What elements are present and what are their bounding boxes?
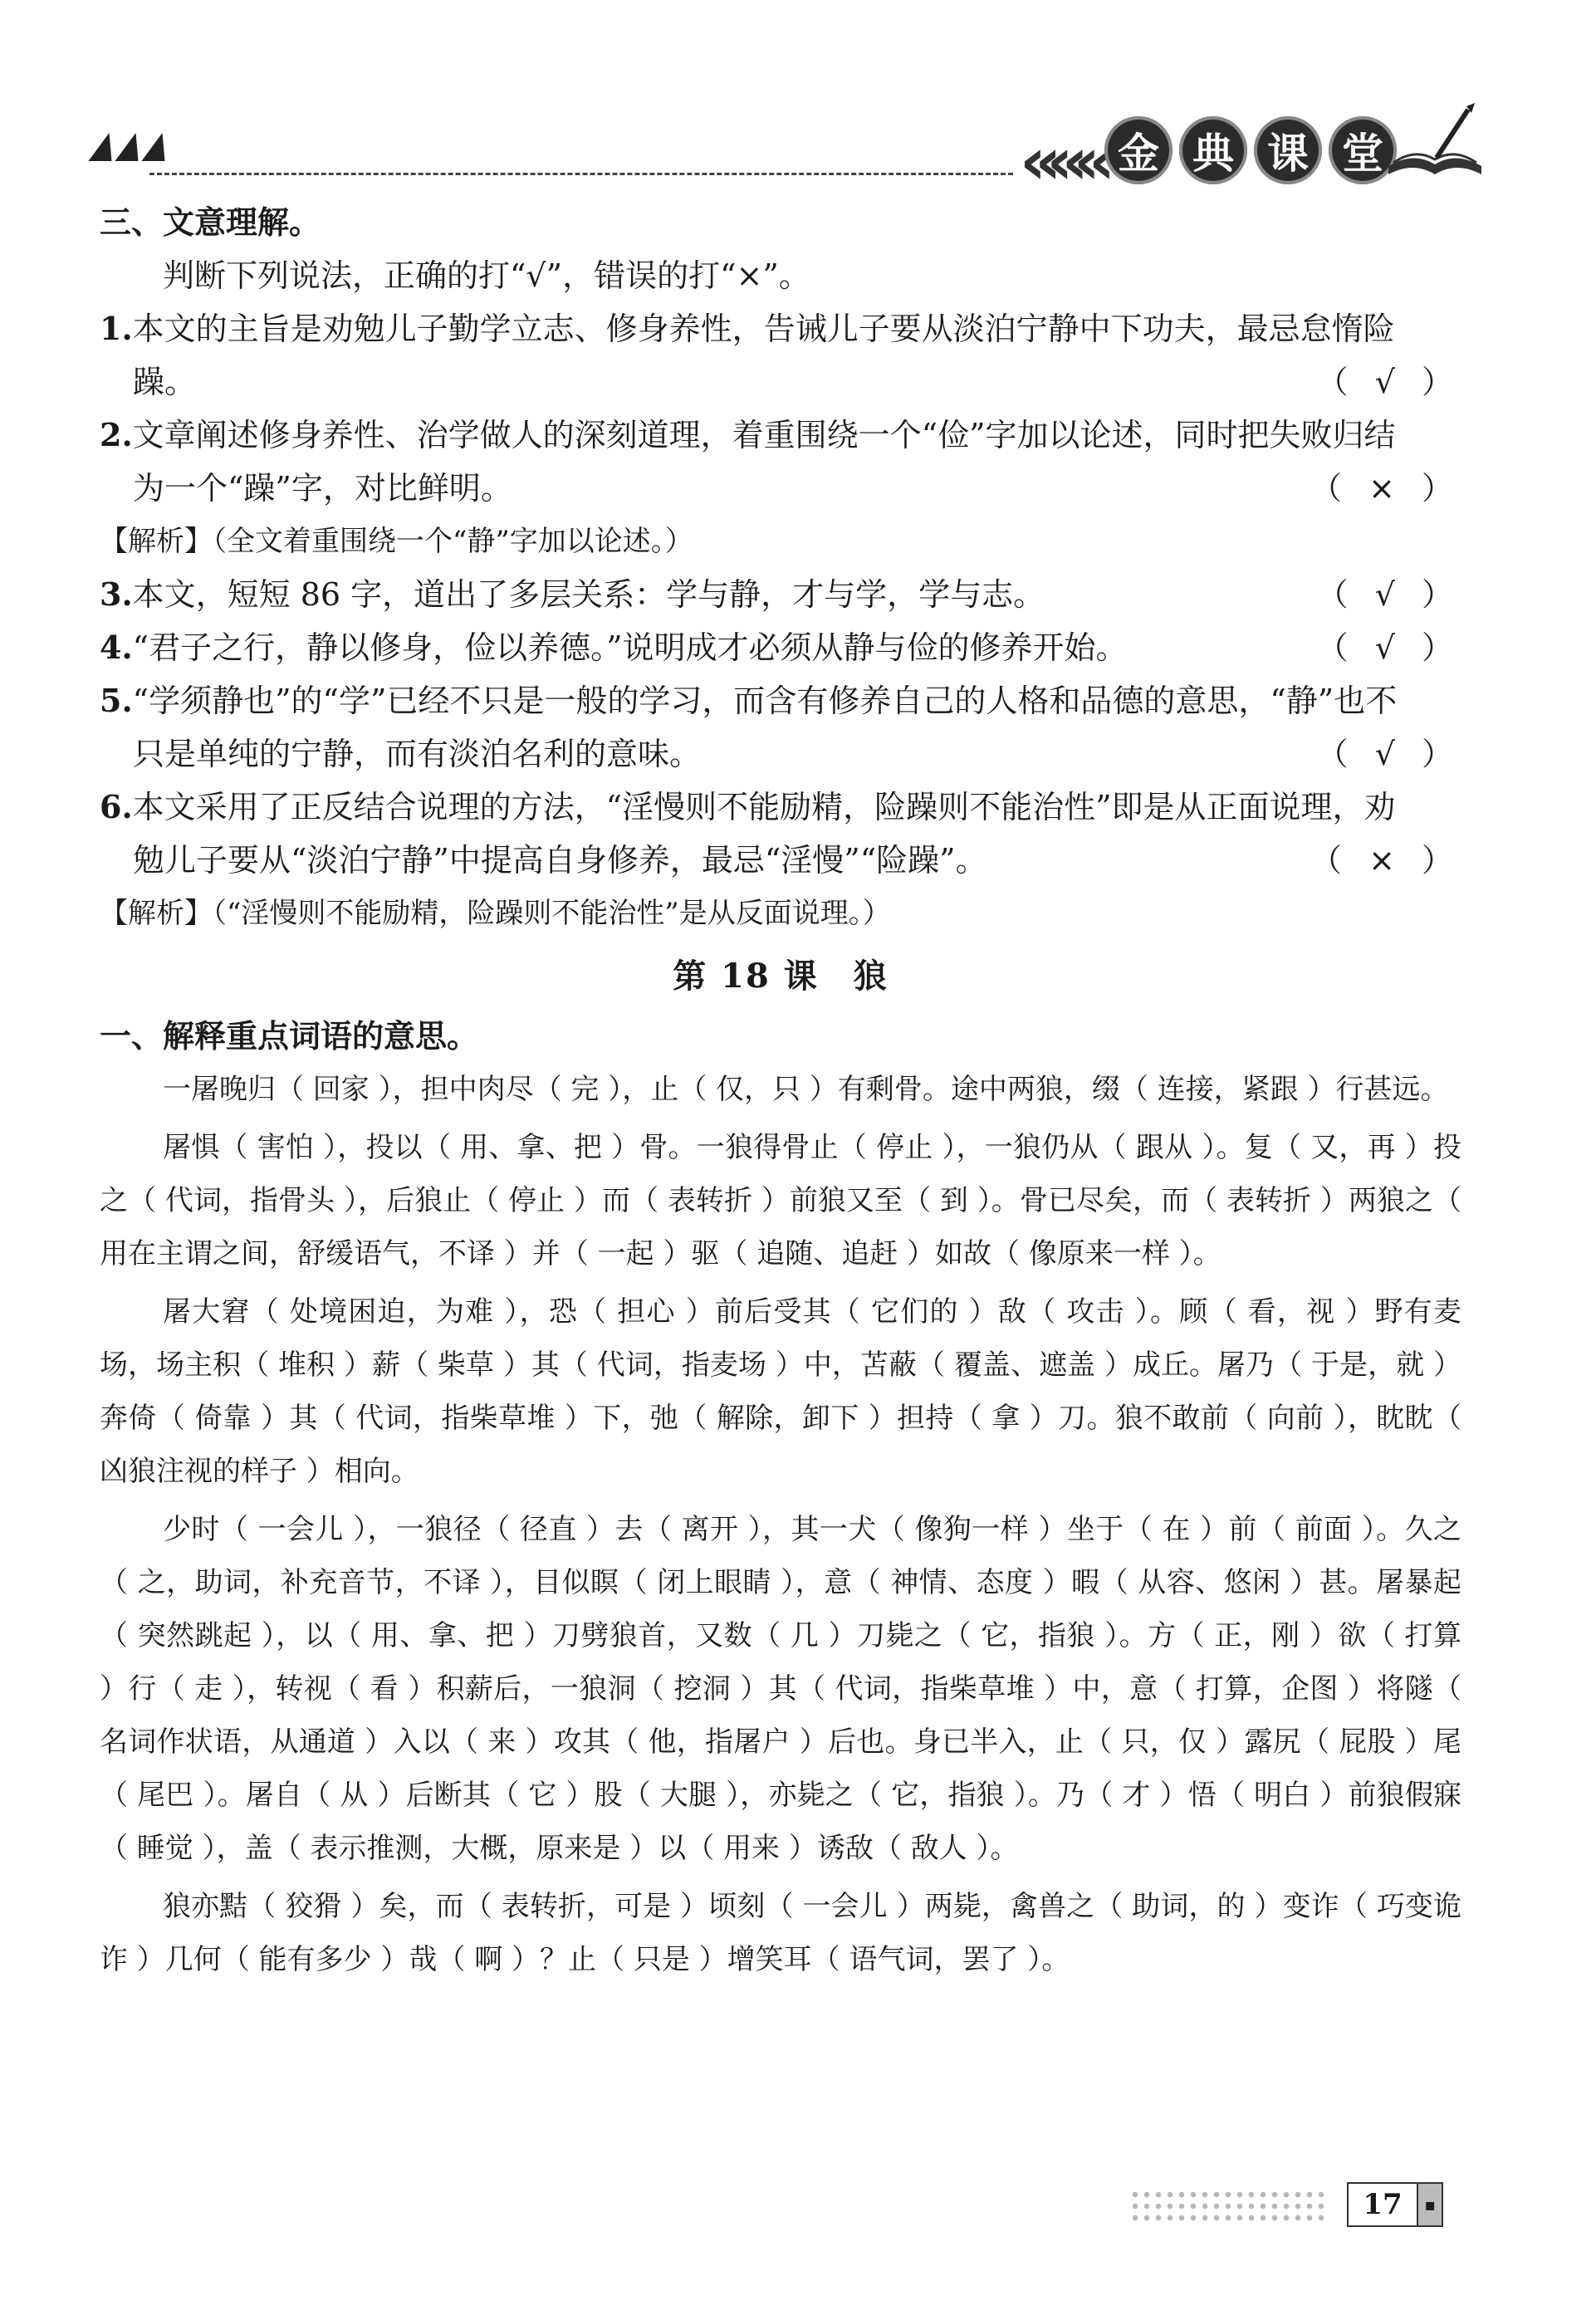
question-item-continued (100, 727, 1461, 781)
answer-mark: （ √ ） (1316, 576, 1461, 613)
answer-mark: （ √ ） (1316, 364, 1461, 400)
question-number: 6. (100, 788, 133, 825)
gloss-paragraph: 屠大窘（ 处境困迫，为难 ），恐（ 担心 ）前后受其（ 它们的 ）敌（ 攻击 ）。顾（ 看，视 ）野有麦场，场主积（ 堆积 ）薪（ 柴草 ）其（ 代词，指麦场 ）中，苫蔽（ 覆盖、遮盖 ）成丘。屠乃（ 于是，就 ）奔倚（ 倚靠 ）其（ 代词，指柴草堆 ）下，弛（ 解除，卸下 ）担持（ 拿 ）刀。狼不敢前（ 向前 ），眈眈（ 凶狼注视的样子 ）相向。 (100, 1295, 1461, 1488)
question-text: 本文的主旨是劝勉儿子勤学立志、修身养性，告诫儿子要从淡泊宁静中下功夫，最忌怠惰险 (132, 311, 1395, 347)
brand-char: 金 (1104, 116, 1173, 184)
question-item (100, 674, 1461, 727)
open-book-pencil-icon (1385, 100, 1485, 183)
brand-char: 典 (1179, 116, 1247, 184)
footer-dot-pattern (1129, 2189, 1329, 2222)
answer-mark: （ √ ） (1316, 736, 1461, 772)
question-text: 只是单纯的宁静，而有淡泊名利的意味。 (133, 736, 702, 772)
question-text: “君子之行，静以修身，俭以养德。”说明成才必须从静与俭的修养开始。 (132, 629, 1128, 666)
question-text: 本文，短短 86 字，道出了多层关系：学与静，才与学，学与志。 (132, 576, 1045, 613)
page-number-box (1347, 2182, 1443, 2227)
question-text: “学须静也”的“学”已经不只是一般的学习，而含有修养自己的人格和品德的意思，“静”也不 (132, 683, 1398, 719)
page-header (0, 0, 1596, 199)
question-item (100, 781, 1461, 834)
question-item-continued (100, 355, 1461, 409)
section-heading: 一、解释重点词语的意思。 (100, 1018, 479, 1055)
question-item (100, 302, 1461, 355)
question-number: 5. (100, 682, 133, 719)
gloss-paragraph: 一屠晚归（ 回家 ），担中肉尽（ 完 ），止（ 仅，只 ）有剩骨。途中两狼，缀（ 连接，紧跟 ）行甚远。 (163, 1073, 1449, 1106)
answer-mark: （ × ） (1310, 842, 1461, 879)
question-item (100, 621, 1461, 674)
gloss-paragraph: 狼亦黠（ 狡猾 ）矣，而（ 表转折，可是 ）顷刻（ 一会儿 ）两毙，禽兽之（ 助词，的 ）变诈（ 巧变诡诈 ）几何（ 能有多少 ）哉（ 啊 ）？止（ 只是 ）增笑耳（ 语气词，罢了 ）。 (100, 1890, 1461, 1976)
header-divider (149, 173, 1013, 175)
question-number: 2. (100, 416, 133, 453)
brand-char: 课 (1254, 116, 1322, 184)
page-content (100, 196, 1461, 1991)
question-text: 勉儿子要从“淡泊宁静”中提高自身修养，最忌“淫慢”“险躁”。 (133, 842, 987, 879)
gloss-text-block (100, 1063, 1461, 1986)
instruction-text: 判断下列说法，正确的打“√”，错误的打“×”。 (163, 257, 810, 294)
page-number: 17 (1363, 2188, 1403, 2221)
question-text: 为一个“躁”字，对比鲜明。 (133, 470, 512, 507)
question-number: 4. (100, 629, 133, 666)
analysis-note: 【解析】（全文着重围绕一个“静”字加以论述。） (100, 525, 693, 558)
chevron-left-icon: ««« (1020, 125, 1101, 199)
lesson-title: 第 18 课 狼 (673, 957, 889, 996)
question-item (100, 568, 1461, 621)
question-item-continued (100, 834, 1461, 887)
answer-mark: （ × ） (1310, 470, 1461, 507)
page-tab-icon: ▪ (1417, 2184, 1442, 2225)
question-text: 本文采用了正反结合说理的方法，“淫慢则不能励精，险躁则不能治性”即是从正面说理，劝 (132, 789, 1396, 825)
question-text: 躁。 (133, 364, 197, 400)
brand-logo (1104, 116, 1397, 184)
question-item (100, 409, 1461, 462)
question-text: 文章阐述修身养性、治学做人的深刻道理，着重围绕一个“俭”字加以论述，同时把失败归结 (132, 417, 1396, 453)
question-item-continued (100, 462, 1461, 515)
answer-mark: （ √ ） (1316, 629, 1461, 666)
analysis-note: 【解析】（“淫慢则不能励精，险躁则不能治性”是从反面说理。） (100, 897, 891, 930)
question-number: 3. (100, 575, 133, 613)
triangle-ornament-icon (93, 133, 169, 161)
gloss-paragraph: 屠惧（ 害怕 ），投以（ 用、拿、把 ）骨。一狼得骨止（ 停止 ），一狼仍从（ 跟从 ）。复（ 又，再 ）投之（ 代词，指骨头 ），后狼止（ 停止 ）而（ 表转折 ）前狼又至（ 到 ）。骨已尽矣，而（ 表转折 ）两狼之（ 用在主谓之间，舒缓语气，不译 ）并（ 一起 ）驱（ 追随、追赶 ）如故（ 像原来一样 ）。 (100, 1131, 1461, 1270)
question-number: 1. (100, 310, 133, 347)
brand-char: 堂 (1329, 116, 1397, 184)
section-heading: 三、文意理解。 (100, 204, 321, 241)
gloss-paragraph: 少时（ 一会儿 ），一狼径（ 径直 ）去（ 离开 ），其一犬（ 像狗一样 ）坐于（ 在 ）前（ 前面 ）。久之（ 之，助词，补充音节，不译 ），目似瞑（ 闭上眼睛 ），意（ 神情、态度 ）暇（ 从容、悠闲 ）甚。屠暴起（ 突然跳起 ），以（ 用、拿、把 ）刀劈狼首，又数（ 几 ）刀毙之（ 它，指狼 ）。方（ 正，刚 ）欲（ 打算 ）行（ 走 ），转视（ 看 ）积薪后，一狼洞（ 挖洞 ）其（ 代词，指柴草堆 ）中，意（ 打算，企图 ）将隧（ 名词作状语，从通道 ）入以（ 来 ）攻其（ 他，指屠户 ）后也。身已半入，止（ 只，仅 ）露尻（ 屁股 ）尾（ 尾巴 ）。屠自（ 从 ）后断其（ 它 ）股（ 大腿 ），亦毙之（ 它，指狼 ）。乃（ 才 ）悟（ 明白 ）前狼假寐（ 睡觉 ），盖（ 表示推测，大概，原来是 ）以（ 用来 ）诱敌（ 敌人 ）。 (100, 1513, 1461, 1865)
